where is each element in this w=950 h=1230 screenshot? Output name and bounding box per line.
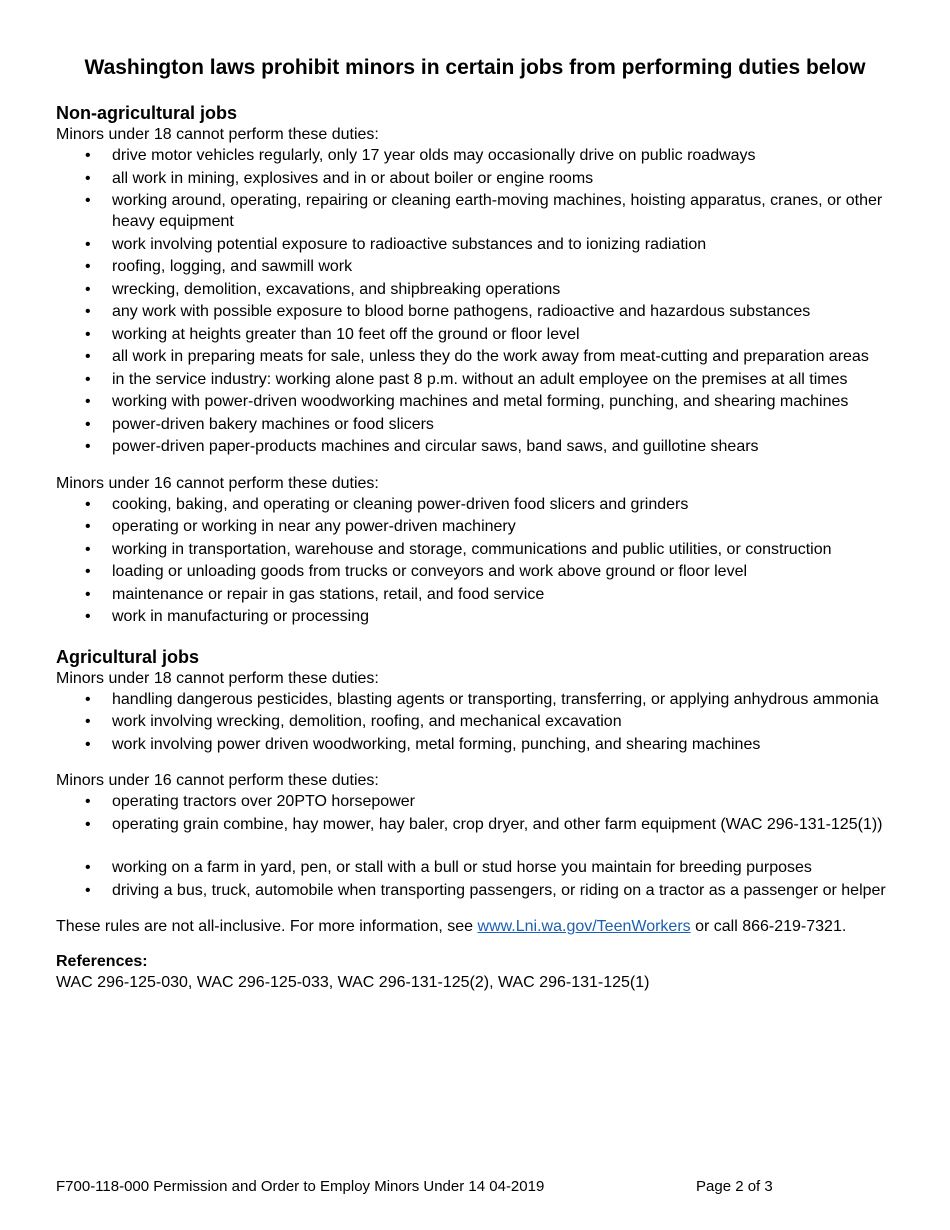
ag-under16-list-b (56, 857, 896, 901)
ag-under16-intro: Minors under 16 cannot perform these duties: (56, 772, 379, 789)
list-item: • operating grain combine, hay mower, hay baler, crop dryer, and other farm equipment (WAC 296-131-125(1)) (112, 814, 896, 835)
list-item: • working with power-driven woodworking machines and metal forming, punching, and shearing machines (112, 391, 896, 412)
teen-workers-link[interactable]: www.Lni.wa.gov/TeenWorkers (477, 918, 691, 935)
list-item: • loading or unloading goods from trucks or conveyors and work above ground or floor level (112, 561, 896, 582)
list-item: • power-driven bakery machines or food slicers (112, 414, 896, 435)
list-item: • drive motor vehicles regularly, only 17 year olds may occasionally drive on public roadways (112, 145, 896, 166)
list-item: • driving a bus, truck, automobile when transporting passengers, or riding on a tractor as a passenger or helper (112, 880, 896, 901)
ag-under16-list-a (56, 791, 896, 835)
non-ag-under18-list (56, 145, 896, 457)
list-item: • operating or working in near any power-driven machinery (112, 516, 896, 537)
list-item: • power-driven paper-products machines and circular saws, band saws, and guillotine shears (112, 436, 896, 457)
form-number: F700-118-000 Permission and Order to Employ Minors Under 14 04-2019 (56, 1178, 545, 1195)
page-title: Washington laws prohibit minors in certain jobs from performing duties below (84, 56, 866, 79)
section-heading-non-agricultural: Non-agricultural jobs (56, 103, 238, 123)
ag-under18-list (56, 689, 896, 755)
list-item: • wrecking, demolition, excavations, and shipbreaking operations (112, 279, 896, 300)
list-item: • cooking, baking, and operating or cleaning power-driven food slicers and grinders (112, 494, 896, 515)
list-item: • work involving potential exposure to radioactive substances and to ionizing radiation (112, 234, 896, 255)
list-item: • all work in preparing meats for sale, unless they do the work away from meat-cutting and preparation areas (112, 346, 896, 367)
more-info-text: These rules are not all-inclusive. For more information, see (56, 918, 478, 935)
list-item: • handling dangerous pesticides, blasting agents or transporting, transferring, or applying anhydrous ammonia (112, 689, 896, 710)
document-page (56, 56, 896, 993)
references-title: References: (56, 953, 148, 970)
list-item: • maintenance or repair in gas stations, retail, and food service (112, 584, 896, 605)
section-heading-agricultural: Agricultural jobs (56, 646, 200, 667)
list-item: • work involving wrecking, demolition, roofing, and mechanical excavation (112, 711, 896, 732)
non-ag-under18-intro: Minors under 18 cannot perform these duties: (56, 126, 379, 143)
list-item: • any work with possible exposure to blood borne pathogens, radioactive and hazardous substances (112, 301, 896, 322)
list-item: • working on a farm in yard, pen, or stall with a bull or stud horse you maintain for breeding purposes (112, 857, 896, 878)
list-item: • work involving power driven woodworking, metal forming, punching, and shearing machines (112, 734, 896, 755)
page-number: Page 2 of 3 (696, 1178, 773, 1195)
more-info-paragraph (56, 916, 896, 937)
list-item: • in the service industry: working alone past 8 p.m. without an adult employee on the premises at all times (112, 369, 896, 390)
list-item: • working at heights greater than 10 feet off the ground or floor level (112, 324, 896, 345)
non-ag-under16-list (56, 494, 896, 628)
more-info-phone: or call 866-219-7321. (690, 918, 847, 935)
ag-under18-intro: Minors under 18 cannot perform these duties: (56, 669, 379, 687)
list-item: • work in manufacturing or processing (112, 606, 896, 627)
list-item: • roofing, logging, and sawmill work (112, 256, 896, 277)
references-text: WAC 296-125-030, WAC 296-125-033, WAC 296-131-125(2), WAC 296-131-125(1) (56, 974, 650, 991)
list-item: • all work in mining, explosives and in or about boiler or engine rooms (112, 168, 896, 189)
non-ag-under16-intro: Minors under 16 cannot perform these duties: (56, 474, 379, 492)
list-item: • operating tractors over 20PTO horsepower (112, 791, 896, 812)
list-item: • working around, operating, repairing or cleaning earth-moving machines, hoisting apparatus, cranes, or other heavy equipment (112, 190, 896, 232)
list-item: • working in transportation, warehouse and storage, communications and public utilities, or construction (112, 539, 896, 560)
